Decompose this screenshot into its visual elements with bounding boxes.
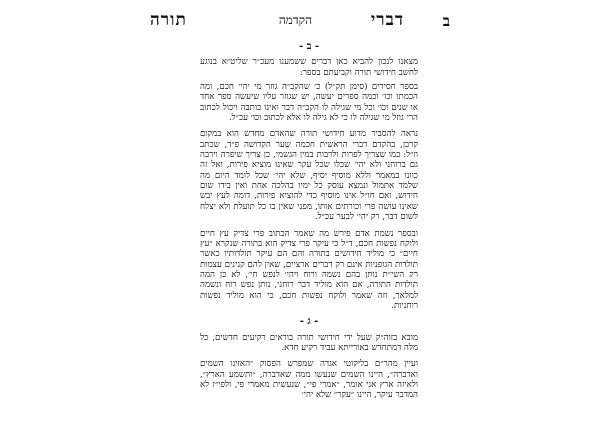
running-header: [150, 10, 450, 36]
section-mark-gimel: - ג -: [299, 316, 319, 328]
section-mark-bet: - ב -: [298, 41, 320, 52]
paragraph: ועיין מהר״ם בליקוטי אגדה שמפרש הפסוק ״האזינו השמים ואדברה״, היינו השמים שנעשו ממה שאדברה, ״ותשמע הארץ״, ולאיזה ארץ אני אומר, ״אמרי פי״, שנעשית מאמרי פי, ולפי״ז לא המדבר עיקר, היינו ״עקר״ שלא יהי׳: [200, 359, 418, 401]
text-column: [200, 42, 418, 407]
page-letter: ב: [442, 12, 450, 30]
paragraph: מובא בזוה״ק שעל ידי חידושי תורה בוראים רקיעים חדשים, כל מלה דמתחדש באורייתא עביד רקיע חדא.: [200, 332, 418, 353]
book-title: דברי: [370, 10, 404, 30]
paragraph-intro: מצאנו לנכון להביא כאן דברים ששמענו מעכ״ר שליט״א בנוגע לחשב חידושי תורה וקביעתם בספר:: [200, 57, 418, 78]
paragraph: בספר חסידים (סימן תק״ל) כ׳ שהקב״ה גוזר מי יהי׳ חכם, ומה הכמתו וכו׳ וכמה ספרים יעשה, יש שגוזר עליו שיעשה ספר אחד או שנים וכו׳ וכל מי שגילה לו הקב״ה דבר ואינו כותבה ויכול לכתוב הרי גוזל מי שגילה לו כי לא גילה לו אלא לכתוב וכו׳ עכ״ל.: [200, 82, 418, 124]
volume-title: תורה: [150, 10, 187, 30]
paragraph: ובספר נשמת אדם פירש מה שאמר הכתוב פרי צדיק עץ חיים ולוקח נפשות חכם, ד״ל כי עיקר פרי צדיק הוא בתורה שנקרא ״עץ חיים״ כי מוליד חידושים בתורה והם הם עיקר תולדותיו כאשר תולדות הגופניות אינם רק דברים ארציים, שאין להם קנינים עצמות רק השי״ת נותן בהם נשמה ורוח ויהי׳ לנפש חי׳, לא כן המה תולדות התורה, אם הוא מוליד דבר רוחני, נותן נפש רוח ונשמה למלאך, וזה שאמר ולוקח נפשות חכם, כי הוא מוליד נפשות רוחניות.: [200, 228, 418, 311]
section-name: הקדמה: [278, 13, 312, 27]
paragraph: נראה להסביר מדוע חידושי תורה שהאדם מחדש הוא במקום קרבן, בהקדם דברי הראשית חכמה שער הקדושה פ״ד, שכתב וז״ל: כמו שצריך לפרות ולרבות במין הגשמי, כן צריך שיפרה וירבה גם ברוחני ולא יהי׳ שכלו שכל עקר שאינו מוציא פירות, ואל זה כוונו במאמר וללא מוסיף יסיף, שלא יהי׳ שכל לומד היום מה שלמד אתמול ונמצא עוסק כל ימיו בהלכה אחת ואין בידו שום חידוש, ואם חו״ל אינו מוסיף כדי להוציא פירות, דומה לעץ יבש שאינו עושה פרי וכורתים אותו, מפני שאין בו כל תועלת ולא יצלח לשום דבר, רק יהי׳ לבער עכ״ל.: [200, 129, 418, 223]
